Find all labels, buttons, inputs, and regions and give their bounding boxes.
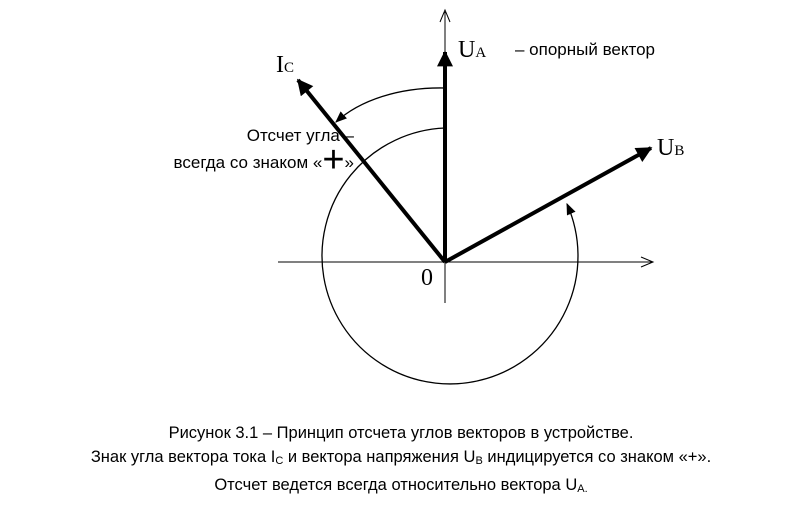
caption-line2-a: Знак угла вектора тока I [90,448,276,466]
angle-note [173,124,354,181]
caption-line2-b: и вектора напряжения U [283,448,476,466]
angle-note-line2 [173,139,354,181]
plus-sign: + [322,139,345,181]
label-ic-main: I [276,52,284,78]
angle-note-after: » [344,153,354,172]
label-ub [657,135,684,162]
caption-line2-c: индицируется со знаком «+». [482,448,712,466]
angle-note-line1: Отсчет угла – [246,126,354,145]
label-ua [458,37,486,64]
origin-label: 0 [421,265,433,291]
caption-line3-sub: A. [577,483,588,495]
reference-vector-note: – опорный вектор [515,40,656,59]
caption-line1: Рисунок 3.1 – Принцип отсчета углов векторов в устройстве. [168,424,634,442]
caption-line2-sub2: B [475,455,483,467]
vector-ub [445,148,651,262]
label-ua-sub: A [475,45,487,61]
angle-arc-ic [336,88,445,122]
label-ic-sub: C [284,60,295,76]
label-ub-main: U [657,135,675,161]
angle-arc-ub [322,128,578,384]
label-ic [276,52,294,79]
label-ub-sub: B [674,143,685,159]
caption-line3 [0,473,802,501]
figure-caption [0,421,802,501]
angle-note-before: всегда со знаком « [173,153,323,172]
caption-line2 [0,445,802,473]
caption-line3-a: Отсчет ведется всегда относительно вектора U [214,476,578,494]
label-ua-main: U [458,37,476,63]
caption-line2-sub1: C [275,455,284,467]
